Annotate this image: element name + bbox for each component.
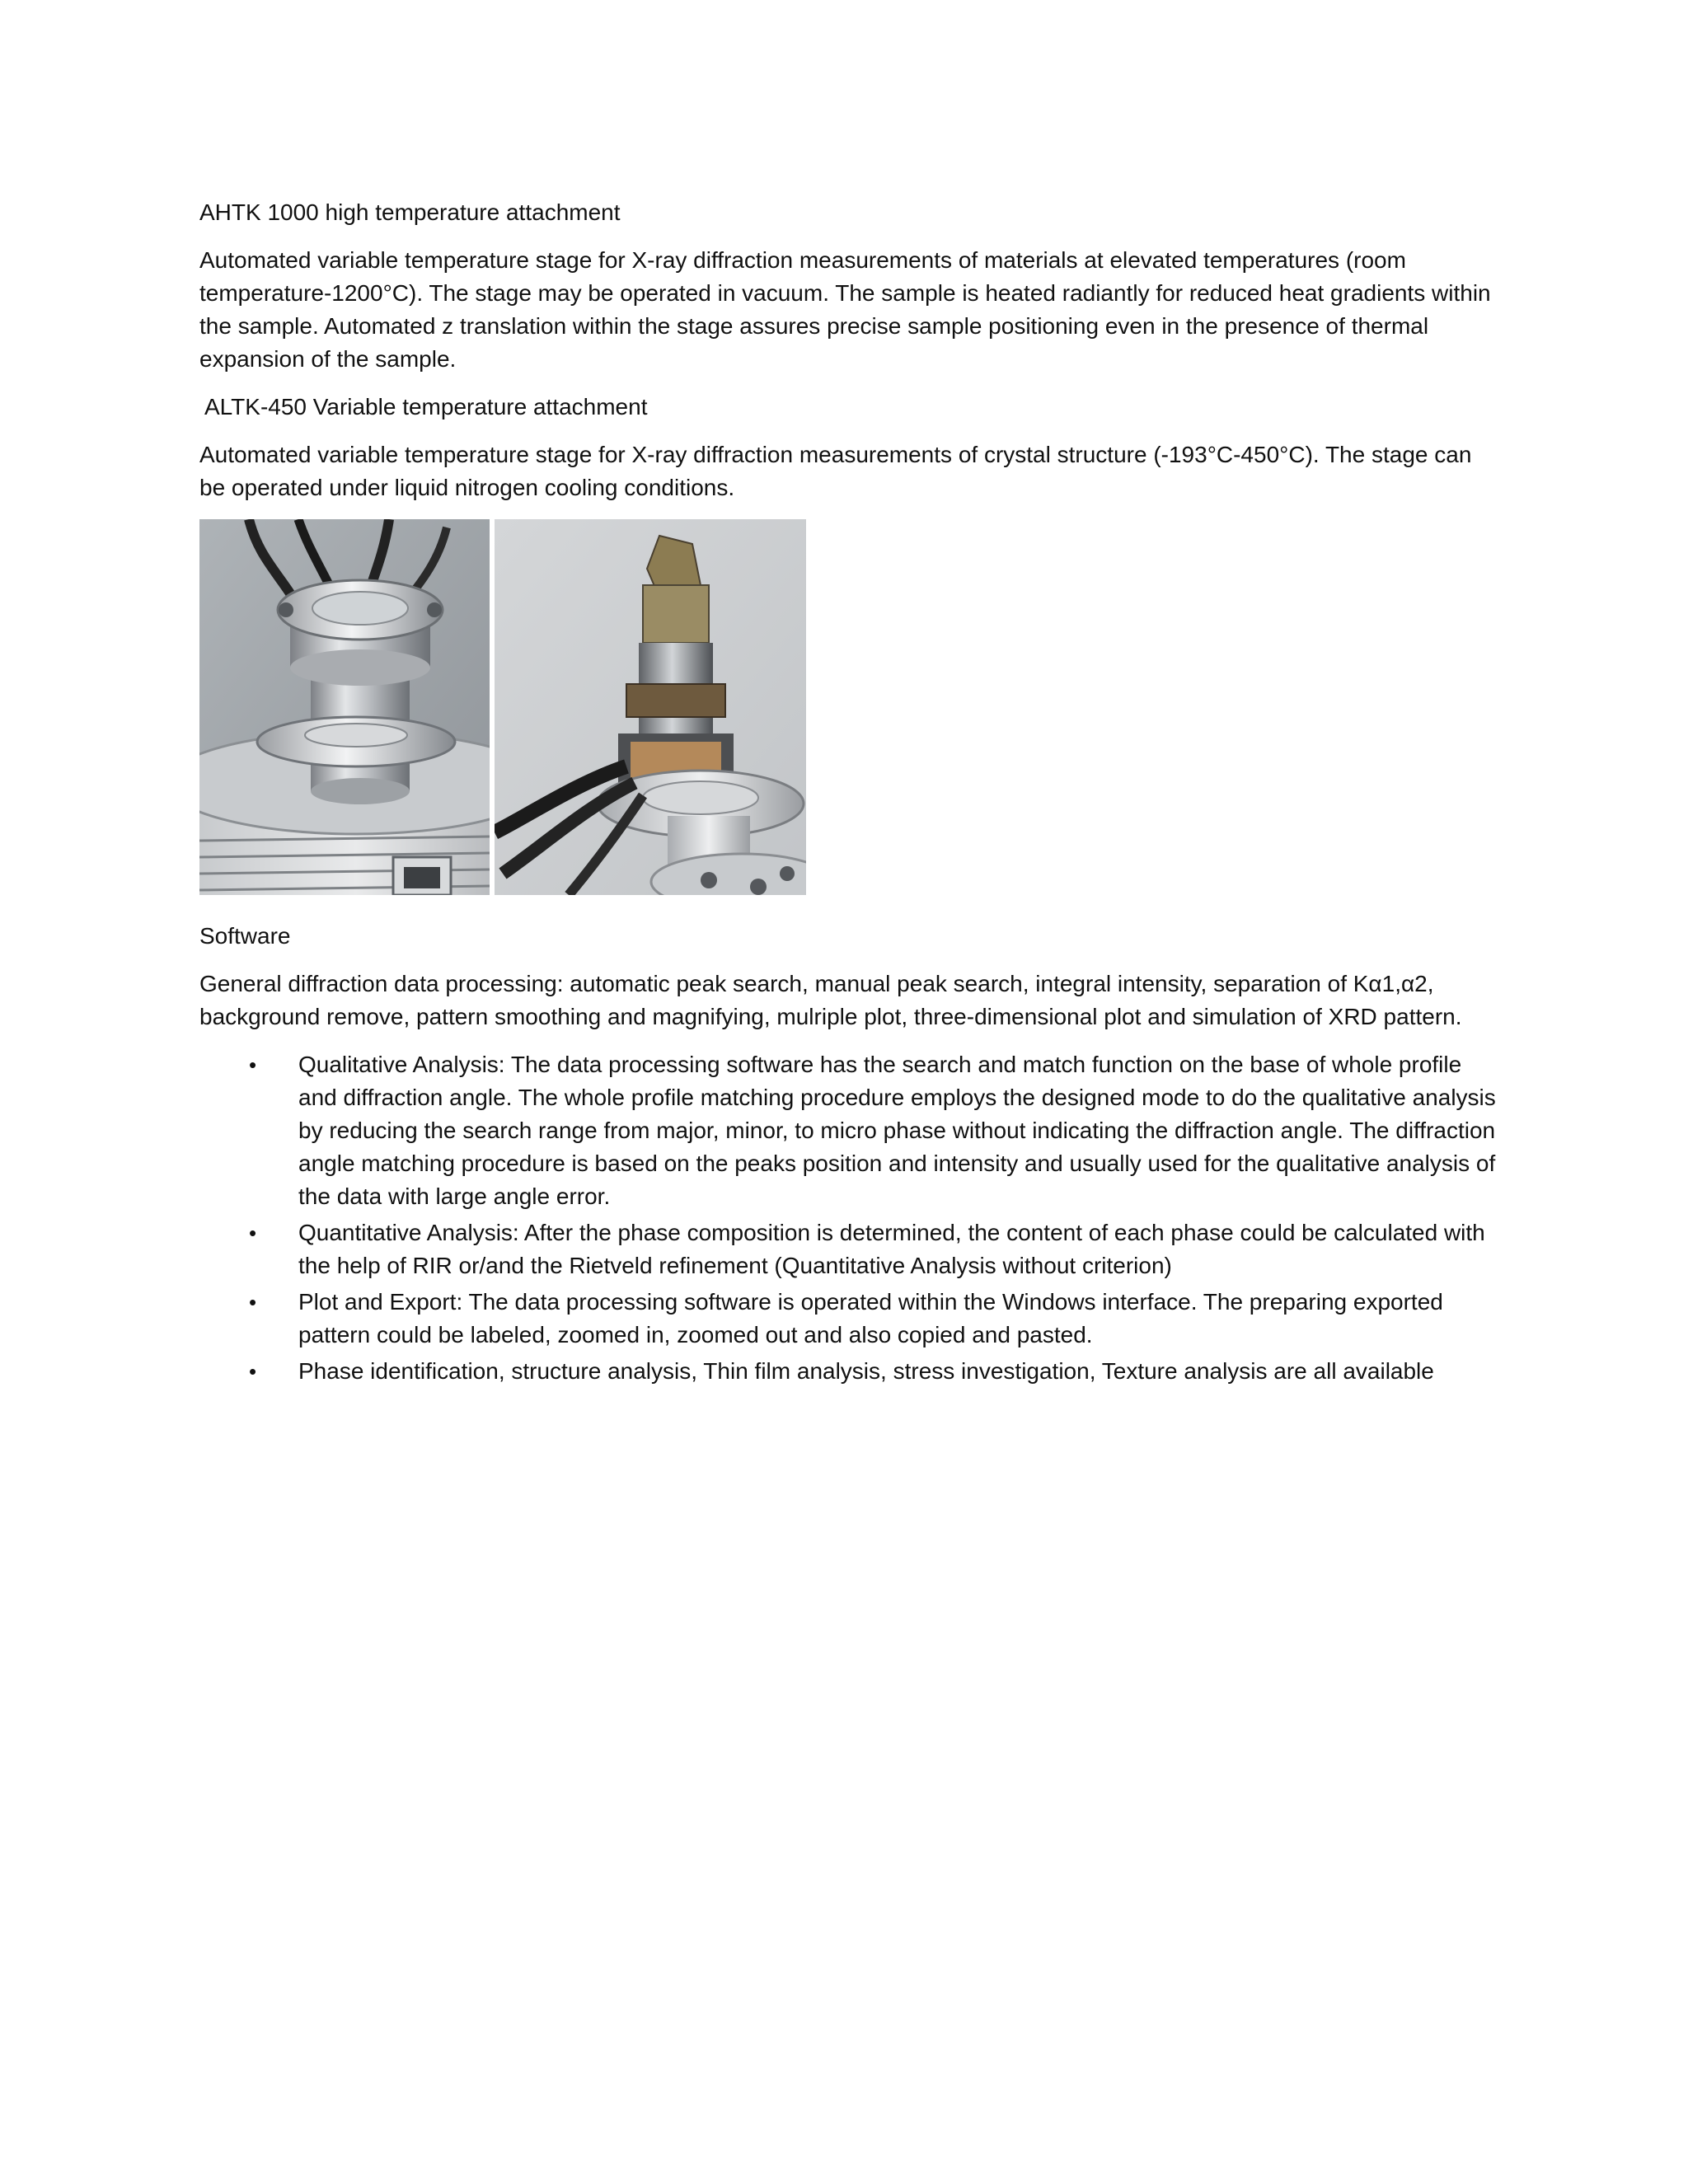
- bullet-icon: •: [249, 1221, 257, 1245]
- list-item: [199, 1286, 1502, 1352]
- bullet-icon: •: [249, 1290, 257, 1315]
- bullet-icon: •: [249, 1052, 257, 1077]
- list-item-text: Qualitative Analysis: The data processing software has the search and match function on the base of whole profile and diffraction angle. The whole profile matching procedure employs the designed mode to do the qualitative analysis by reducing the search range from major, minor, to micro phase without indicating the diffraction angle. The diffraction angle matching procedure is based on the peaks position and intensity and usually used for the qualitative analysis of the data with large angle error.: [298, 1052, 1496, 1209]
- list-item: [199, 1216, 1502, 1282]
- ahtk-description: Automated variable temperature stage for X-ray diffraction measurements of materials at elevated temperatures (room temperature-1200°C). The stage may be operated in vacuum. The sample is heated radiantly for reduced heat gradients within the sample. Automated z translation within the stage assures precise sample positioning even in the presence of thermal expansion of the sample.: [199, 247, 1491, 372]
- document-content: [199, 196, 1502, 1391]
- software-description: General diffraction data processing: automatic peak search, manual peak search, integral intensity, separation of Kα1,α2, background remove, pattern smoothing and magnifying, mulriple plot, three-dimensional plot and simulation of XRD pattern.: [199, 971, 1462, 1029]
- attachment-photos: [199, 519, 1502, 895]
- altk-photo: [495, 519, 806, 895]
- software-feature-list: [199, 1048, 1502, 1388]
- bullet-icon: •: [249, 1359, 257, 1384]
- altk-heading: ALTK-450 Variable temperature attachment: [204, 394, 648, 419]
- list-item: [199, 1048, 1502, 1213]
- software-heading: Software: [199, 923, 291, 949]
- list-item-text: Plot and Export: The data processing software is operated within the Windows interface. The preparing exported pattern could be labeled, zoomed in, zoomed out and also copied and pasted.: [298, 1289, 1443, 1347]
- list-item: [199, 1355, 1502, 1388]
- list-item-text: Quantitative Analysis: After the phase composition is determined, the content of each phase could be calculated with the help of RIR or/and the Rietveld refinement (Quantitative Analysis without criterion): [298, 1220, 1485, 1278]
- ahtk-photo: [199, 519, 490, 895]
- ahtk-heading: AHTK 1000 high temperature attachment: [199, 199, 621, 225]
- altk-description: Automated variable temperature stage for X-ray diffraction measurements of crystal structure (-193°C-450°C). The stage can be operated under liquid nitrogen cooling conditions.: [199, 442, 1472, 500]
- list-item-text: Phase identification, structure analysis, Thin film analysis, stress investigation, Texture analysis are all available: [298, 1358, 1434, 1384]
